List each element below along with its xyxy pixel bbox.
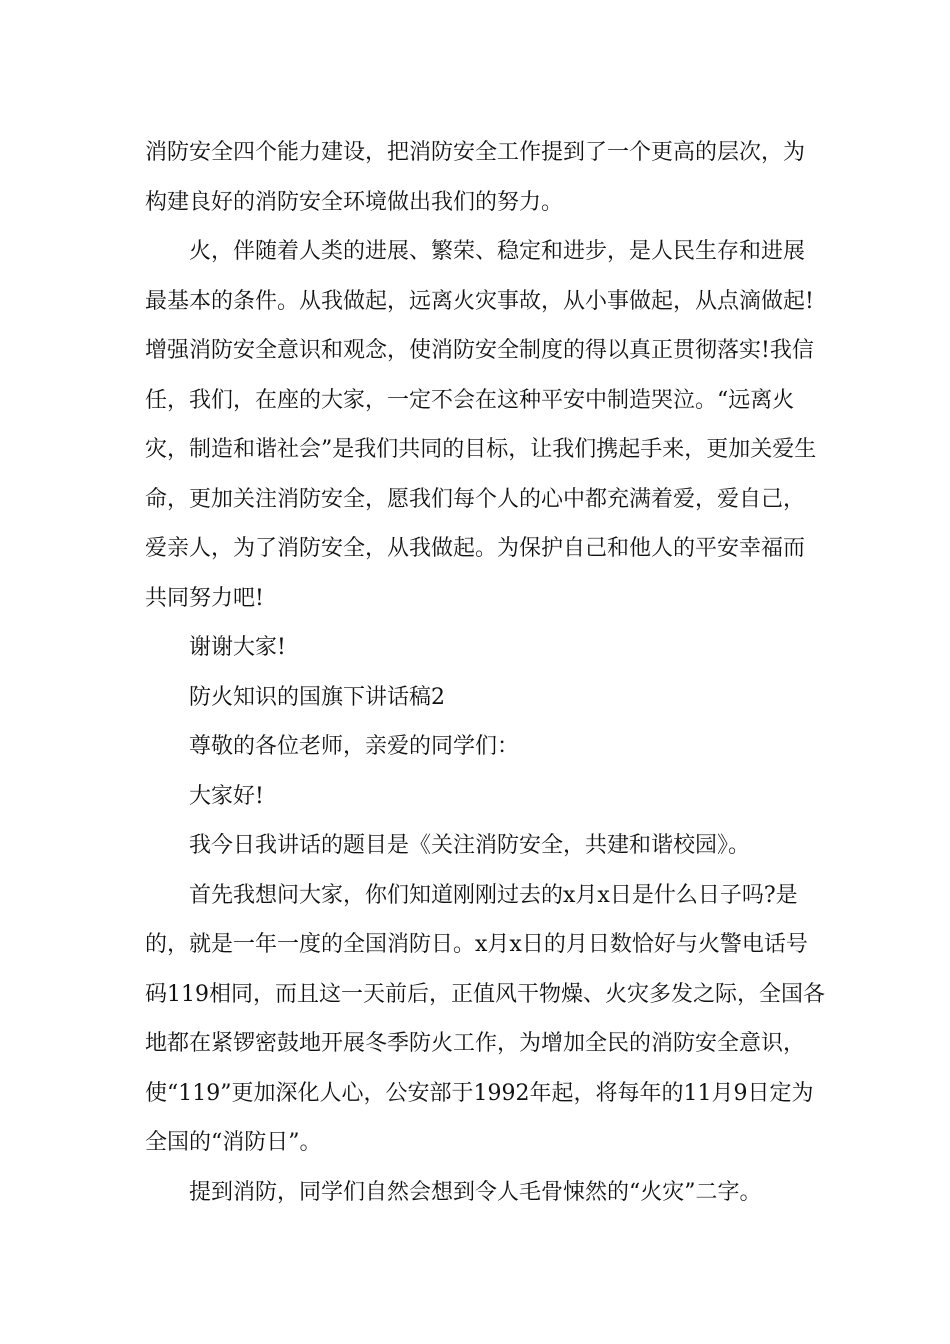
paragraph-1: 消防安全四个能力建设，把消防安全工作提到了一个更高的层次，为构建良好的消防安全环境做出我们的努力。 <box>145 140 806 215</box>
paragraph-3: 谢谢大家! <box>189 635 286 660</box>
paragraph-8: 首先我想问大家，你们知道刚刚过去的x月x日是什么日子吗?是的，就是一年一度的全国消防日。x月x日的月日数恰好与火警电话号码119相同，而且这一天前后，正值风干物燥、火灾多发之际，全国各地都在紧锣密鼓地开展冬季防火工作，为增加全民的消防安全意识，使“119”更加深化人心，公安部于1992年起，将每年的11月9日定为全国的“消防日”。 <box>145 882 825 1155</box>
paragraph-2: 火，伴随着人类的进展、繁荣、稳定和进步，是人民生存和进展最基本的条件。从我做起，远离火灾事故，从小事做起，从点滴做起!增强消防安全意识和观念，使消防安全制度的得以真正贯彻落实!我信任，我们，在座的大家，一定不会在这种平安中制造哭泣。“远离火灾，制造和谐社会”是我们共同的目标，让我们携起手来，更加关爱生命，更加关注消防安全，愿我们每个人的心中都充满着爱，爱自己，爱亲人，为了消防安全，从我做起。为保护自己和他人的平安幸福而共同努力吧! <box>145 239 817 611</box>
paragraph-6: 大家好! <box>189 783 264 809</box>
paragraph-4: 防火知识的国旗下讲话稿2 <box>189 684 445 710</box>
paragraph-7: 我今日我讲话的题目是《关注消防安全，共建和谐校园》。 <box>189 833 751 858</box>
document-body <box>145 128 825 1217</box>
paragraph-5: 尊敬的各位老师，亲爱的同学们： <box>189 734 520 759</box>
paragraph-9: 提到消防，同学们自然会想到令人毛骨悚然的“火灾”二字。 <box>189 1179 762 1205</box>
